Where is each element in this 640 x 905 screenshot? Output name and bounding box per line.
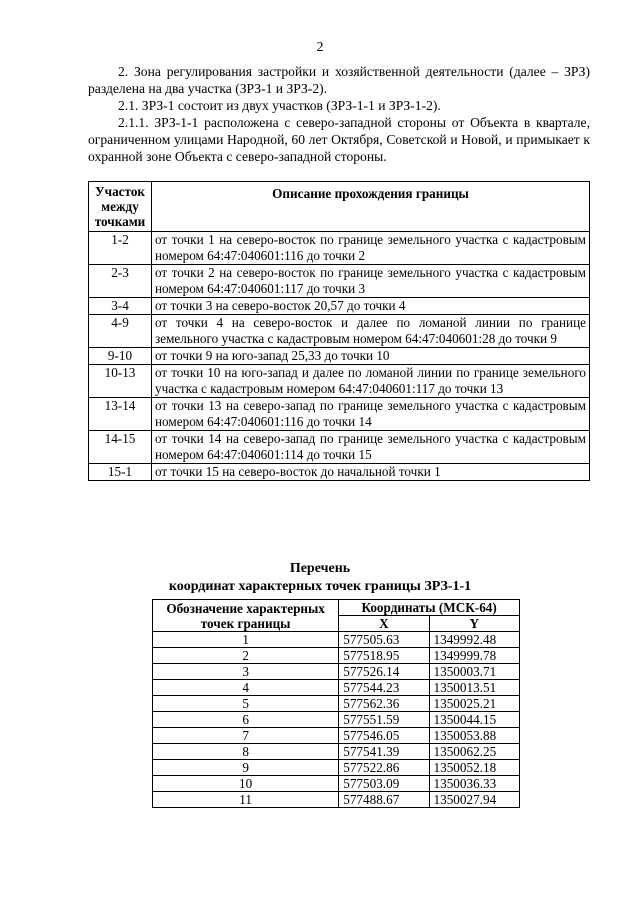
- coordinate-x: 577544.23: [339, 680, 429, 696]
- header-y: Y: [429, 616, 519, 632]
- coordinate-row: [153, 664, 520, 680]
- boundary-segment: 3-4: [89, 298, 152, 315]
- boundary-segment: 10-13: [89, 365, 152, 398]
- coordinate-row: [153, 696, 520, 712]
- coordinate-x: 577503.09: [339, 776, 429, 792]
- boundary-segment: 13-14: [89, 398, 152, 431]
- coordinates-table: [152, 599, 520, 808]
- coordinate-row: [153, 648, 520, 664]
- boundary-segment: 2-3: [89, 265, 152, 298]
- coordinates-title: Перечень: [289, 561, 351, 576]
- boundary-description: от точки 1 на северо-восток по границе земельного участка с кадастровым номером 64:47:040601:116 до точки 2: [152, 232, 590, 265]
- coordinate-y: 1349999.78: [429, 648, 519, 664]
- boundary-description: от точки 14 на северо-запад по границе земельного участка с кадастровым номером 64:47:040601:114 до точки 15: [152, 431, 590, 464]
- boundary-row: [89, 232, 590, 265]
- boundary-description: от точки 13 на северо-запад по границе земельного участка с кадастровым номером 64:47:040601:116 до точки 14: [152, 398, 590, 431]
- page-number: 2: [316, 40, 324, 55]
- coordinate-x: 577505.63: [339, 632, 429, 648]
- point-number: 3: [153, 664, 339, 680]
- boundary-description-table: [88, 181, 590, 481]
- boundary-row: [89, 365, 590, 398]
- coordinate-x: 577546.05: [339, 728, 429, 744]
- point-number: 4: [153, 680, 339, 696]
- header-description: Описание прохождения границы: [152, 182, 590, 232]
- boundary-segment: 14-15: [89, 431, 152, 464]
- boundary-segment: 4-9: [89, 315, 152, 348]
- point-number: 11: [153, 792, 339, 808]
- coordinate-row: [153, 792, 520, 808]
- coordinate-y: 1350025.21: [429, 696, 519, 712]
- header-points: Обозначение характерных точек границы: [153, 600, 339, 632]
- coordinate-x: 577488.67: [339, 792, 429, 808]
- coordinate-row: [153, 744, 520, 760]
- coordinate-y: 1350036.33: [429, 776, 519, 792]
- header-coordinates: Координаты (МСК-64): [339, 600, 520, 616]
- boundary-row: [89, 464, 590, 481]
- boundary-segment: 9-10: [89, 348, 152, 365]
- boundary-description: от точки 2 на северо-восток по границе земельного участка с кадастровым номером 64:47:040601:117 до точки 3: [152, 265, 590, 298]
- coordinate-row: [153, 632, 520, 648]
- boundary-row: [89, 298, 590, 315]
- boundary-row: [89, 431, 590, 464]
- point-number: 7: [153, 728, 339, 744]
- coordinate-y: 1350053.88: [429, 728, 519, 744]
- coord-header-row-1: [153, 600, 520, 616]
- coordinate-row: [153, 728, 520, 744]
- coordinate-x: 577526.14: [339, 664, 429, 680]
- point-number: 9: [153, 760, 339, 776]
- boundary-description: от точки 9 на юго-запад 25,33 до точки 10: [152, 348, 590, 365]
- coordinate-x: 577518.95: [339, 648, 429, 664]
- boundary-description: от точки 15 на северо-восток до начальной точки 1: [152, 464, 590, 481]
- header-segment: Участок между точками: [89, 182, 152, 232]
- coordinate-row: [153, 760, 520, 776]
- coordinate-y: 1350062.25: [429, 744, 519, 760]
- coordinate-x: 577541.39: [339, 744, 429, 760]
- paragraph-zone-definition: 2. Зона регулирования застройки и хозяйственной деятельности (далее – ЗРЗ) разделена на два участка (ЗРЗ-1 и ЗРЗ-2).: [88, 64, 590, 96]
- coordinates-subtitle: координат характерных точек границы ЗРЗ-1-1: [168, 579, 472, 594]
- paragraph-zrz11-location: 2.1.1. ЗРЗ-1-1 расположена с северо-западной стороны от Объекта в квартале, ограниченном улицами Народной, 60 лет Октября, Советской и Новой, и примыкает к охранной зоне Объекта с северо-западной стороны.: [88, 115, 590, 164]
- boundary-segment: 15-1: [89, 464, 152, 481]
- boundary-row: [89, 398, 590, 431]
- point-number: 8: [153, 744, 339, 760]
- boundary-row: [89, 265, 590, 298]
- boundary-description: от точки 10 на юго-запад и далее по ломаной линии по границе земельного участка с кадастровым номером 64:47:040601:117 до точки 13: [152, 365, 590, 398]
- coordinate-y: 1350013.51: [429, 680, 519, 696]
- coordinate-y: 1350052.18: [429, 760, 519, 776]
- boundary-description: от точки 3 на северо-восток 20,57 до точки 4: [152, 298, 590, 315]
- coordinate-y: 1349992.48: [429, 632, 519, 648]
- boundary-row: [89, 315, 590, 348]
- coordinate-x: 577522.86: [339, 760, 429, 776]
- point-number: 1: [153, 632, 339, 648]
- point-number: 6: [153, 712, 339, 728]
- paragraph-zrz1-parts: 2.1. ЗРЗ-1 состоит из двух участков (ЗРЗ-1-1 и ЗРЗ-1-2).: [118, 98, 441, 113]
- boundary-table-header: [89, 182, 590, 232]
- boundary-segment: 1-2: [89, 232, 152, 265]
- header-x: X: [339, 616, 429, 632]
- point-number: 10: [153, 776, 339, 792]
- point-number: 5: [153, 696, 339, 712]
- boundary-description: от точки 4 на северо-восток и далее по ломаной линии по границе земельного участка с кадастровым номером 64:47:040601:28 до точки 9: [152, 315, 590, 348]
- coordinate-row: [153, 776, 520, 792]
- coordinate-x: 577562.36: [339, 696, 429, 712]
- point-number: 2: [153, 648, 339, 664]
- boundary-row: [89, 348, 590, 365]
- coordinate-y: 1350003.71: [429, 664, 519, 680]
- coordinate-row: [153, 680, 520, 696]
- coordinate-x: 577551.59: [339, 712, 429, 728]
- coordinate-y: 1350027.94: [429, 792, 519, 808]
- coordinate-row: [153, 712, 520, 728]
- coordinate-y: 1350044.15: [429, 712, 519, 728]
